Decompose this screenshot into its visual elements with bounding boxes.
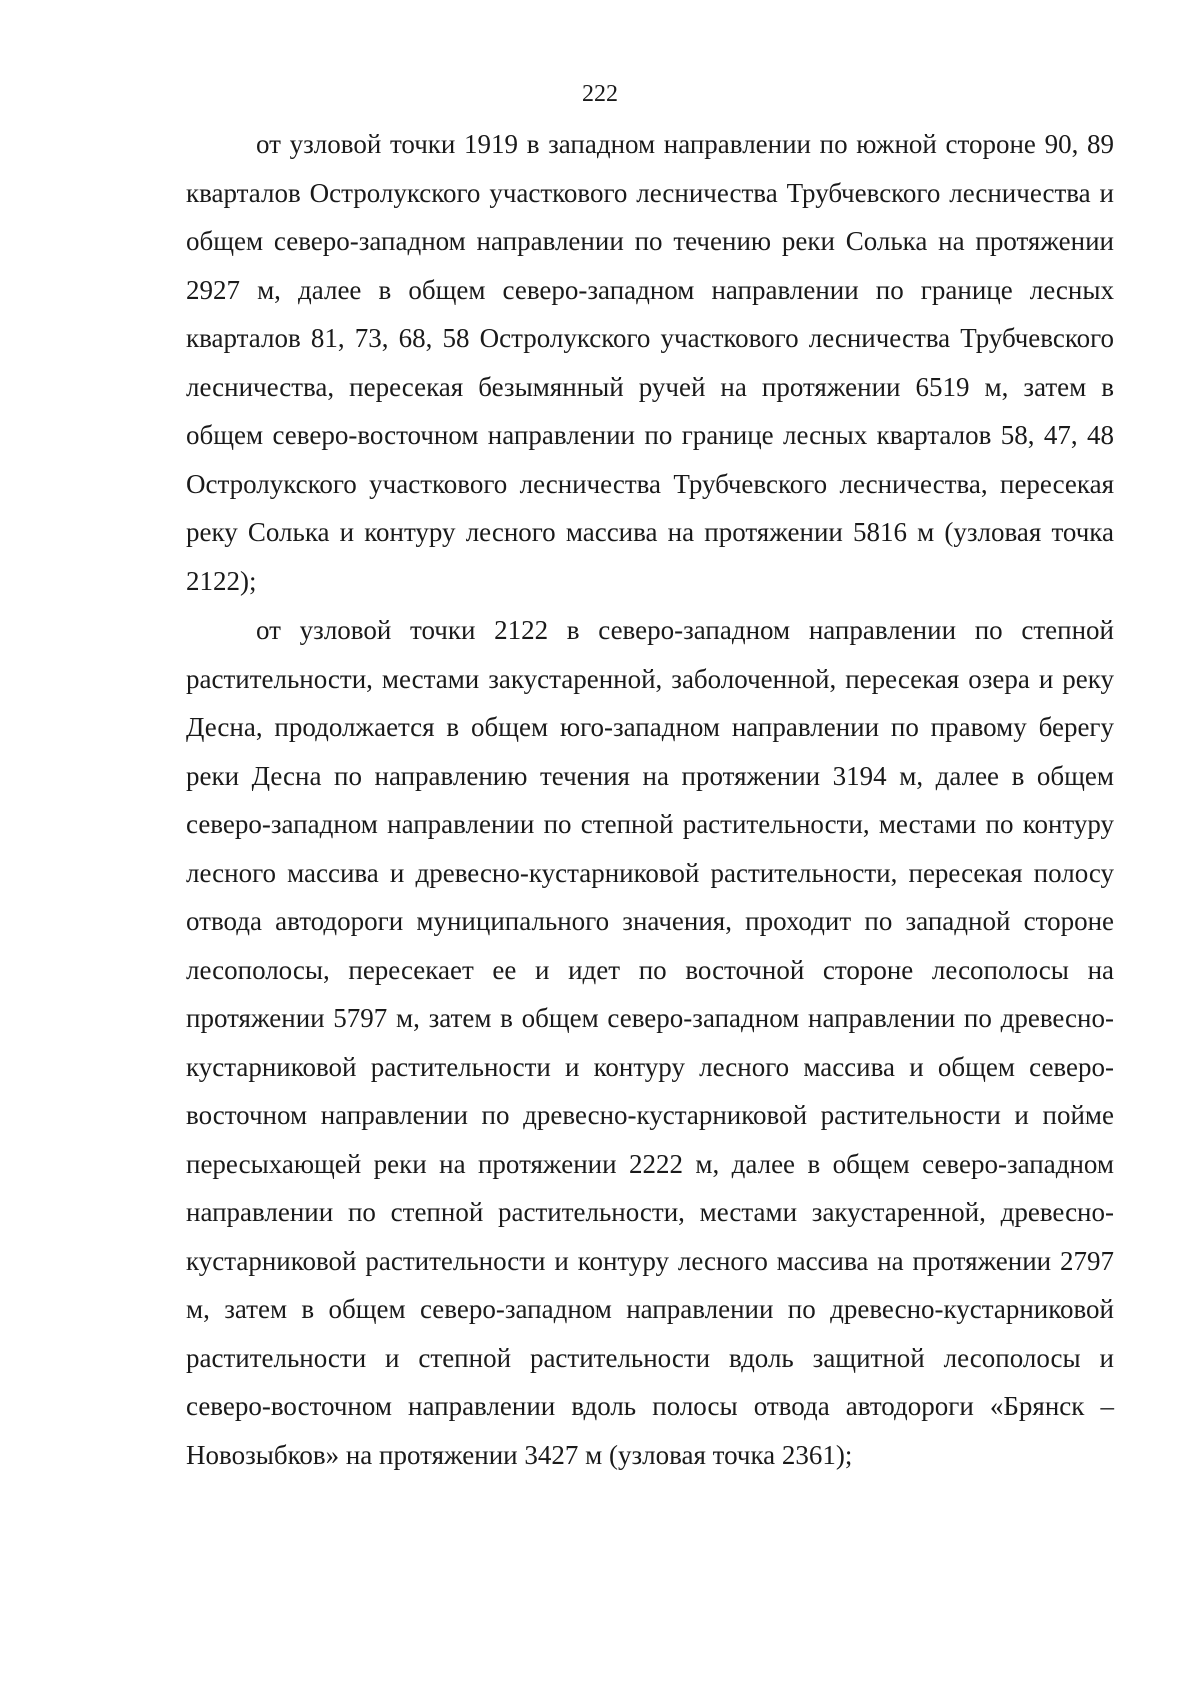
paragraph-boundary-2122-2361: от узловой точки 2122 в северо-западном направлении по степной растительности, местами закустаренной, заболоченной, пересекая озера и реку Десна, продолжается в общем юго-западном направлении по правому берегу реки Десна по направлению течения на протяжении 3194 м, далее в общем северо-западном направлении по степной растительности, местами по контуру лесного массива и древесно-кустарниковой растительности, пересекая полосу отвода автодороги муниципального значения, проходит по западной стороне лесополосы, пересекает ее и идет по восточной стороне лесополосы на протяжении 5797 м, затем в общем северо-западном направлении по древесно-кустарниковой растительности и контуру лесного массива и общем северо-восточном направлении по древесно-кустарниковой растительности и пойме пересыхающей реки на протяжении 2222 м, далее в общем северо-западном направлении по степной растительности, местами закустаренной, древесно-кустарниковой растительности и контуру лесного массива на протяжении 2797 м, затем в общем северо-западном направлении по древесно-кустарниковой растительности и степной растительности вдоль защитной лесополосы и северо-восточном направлении вдоль полосы отвода автодороги «Брянск – Новозыбков» на протяжении 3427 м (узловая точка 2361); — [186, 615, 1114, 1470]
paragraph-boundary-1919-2122: от узловой точки 1919 в западном направлении по южной стороне 90, 89 кварталов Остролукского участкового лесничества Трубчевского лесничества и общем северо-западном направлении по течению реки Солька на протяжении 2927 м, далее в общем северо-западном направлении по границе лесных кварталов 81, 73, 68, 58 Остролукского участкового лесничества Трубчевского лесничества, пересекая безымянный ручей на протяжении 6519 м, затем в общем северо-восточном направлении по границе лесных кварталов 58, 47, 48 Остролукского участкового лесничества Трубчевского лесничества, пересекая реку Солька и контуру лесного массива на протяжении 5816 м (узловая точка 2122); — [186, 129, 1114, 596]
page-number: 222 — [582, 81, 618, 107]
document-body — [186, 120, 1114, 1479]
